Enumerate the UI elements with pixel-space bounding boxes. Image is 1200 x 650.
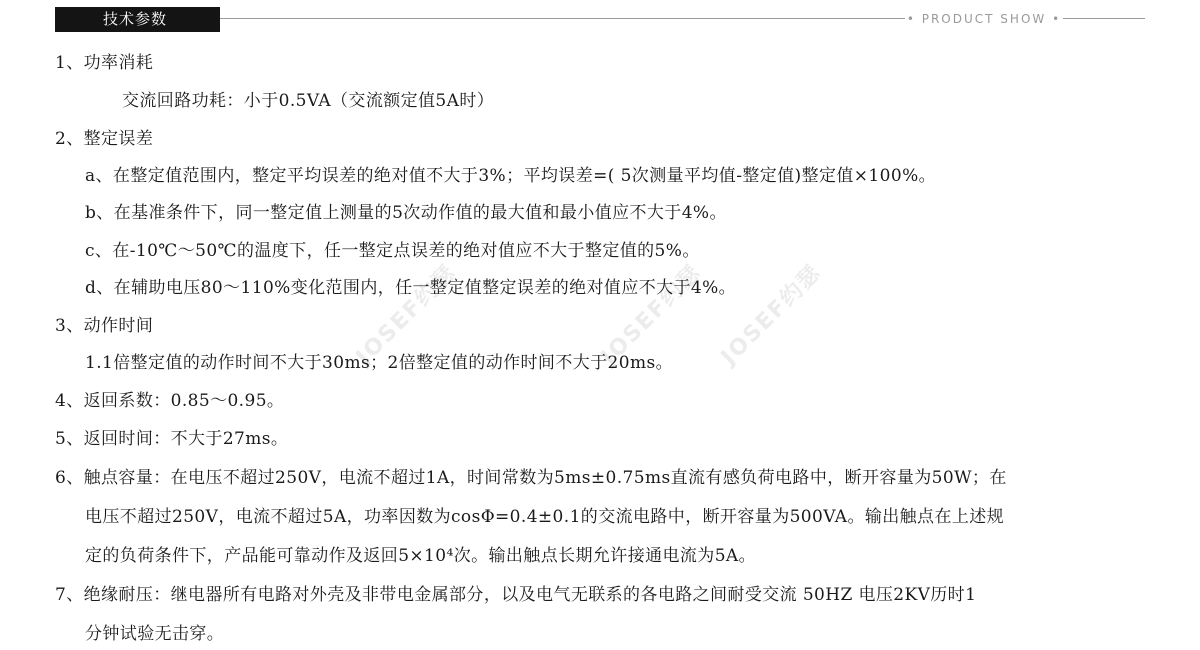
section-1-title: 1、功率消耗 [55,53,154,73]
watermark-1: JOSEF约瑟 [351,259,462,370]
section-6-line-1: 6、触点容量：在电压不超过250V，电流不超过1A，时间常数为5ms±0.75ms直流有感负荷电路中，断开容量为50W；在 [55,468,1007,488]
header-divider [220,18,905,19]
section-2-item-b: b、在基准条件下，同一整定值上测量的5次动作值的最大值和最小值应不大于4%。 [85,203,727,223]
section-title-tab: 技术参数 [55,7,220,32]
section-3-line: 1.1倍整定值的动作时间不大于30ms；2倍整定值的动作时间不大于20ms。 [85,353,674,373]
section-6-line-3: 定的负荷条件下，产品能可靠动作及返回5×10⁴次。输出触点长期允许接通电流为5A。 [85,546,756,566]
watermark-2: JOSEF约瑟 [596,259,707,370]
section-header [0,0,1200,40]
watermark-3: JOSEF约瑟 [716,259,827,370]
section-2-item-a: a、在整定值范围内，整定平均误差的绝对值不大于3%；平均误差=( 5次测量平均值-整定值)整定值×100%。 [85,166,937,186]
section-1-line: 交流回路功耗：小于0.5VA（交流额定值5A时） [122,91,495,111]
section-6-line-2: 电压不超过250V，电流不超过5A，功率因数为cosΦ=0.4±0.1的交流电路中，断开容量为500VA。输出触点在上述规 [85,507,1005,527]
header-divider-right [1063,18,1145,19]
section-2-title: 2、整定误差 [55,129,154,149]
section-4: 4、返回系数：0.85～0.95。 [55,391,285,411]
section-5: 5、返回时间：不大于27ms。 [55,429,289,449]
section-2-item-c: c、在-10℃～50℃的温度下，任一整定点误差的绝对值应不大于整定值的5%。 [85,241,700,261]
section-2-item-d: d、在辅助电压80～110%变化范围内，任一整定值整定误差的绝对值应不大于4%。 [85,278,737,298]
section-7-line-2: 分钟试验无击穿。 [85,624,225,644]
section-3-title: 3、动作时间 [55,316,154,336]
section-7-line-1: 7、绝缘耐压：继电器所有电路对外壳及非带电金属部分，以及电气无联系的各电路之间耐受交流 50HZ 电压2KV历时1 [55,585,977,605]
product-show-label: • PRODUCT SHOW • [906,12,1062,26]
